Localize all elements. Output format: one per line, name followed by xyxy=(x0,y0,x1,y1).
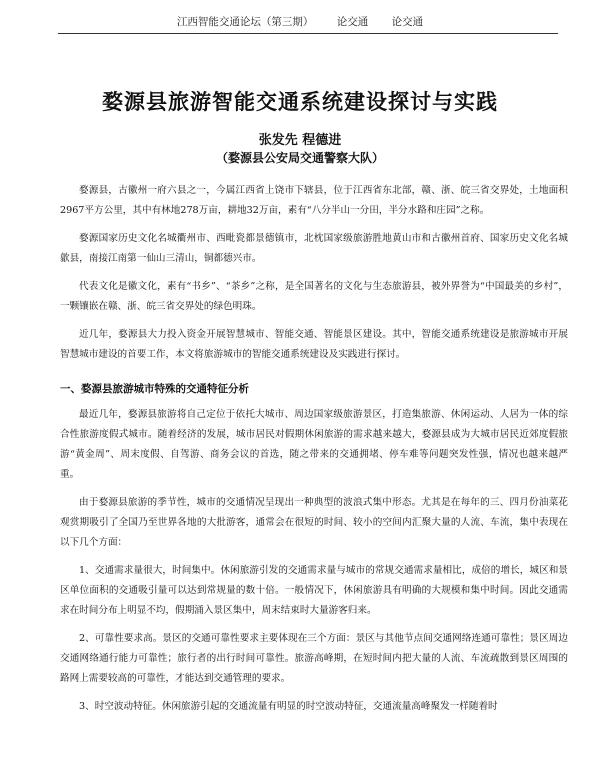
article-body xyxy=(60,181,568,725)
article-authors: 张发先 程德进 xyxy=(258,133,342,148)
header-journal: 江西智能交通论坛（第三期） xyxy=(176,16,314,28)
section-heading: 一、婺源县旅游城市特殊的交通特征分析 xyxy=(60,383,249,395)
paragraph: 代表文化是徽文化，素有“书乡”、“茶乡”之称，是全国著名的文化与生态旅游县，被外界誉为“中国最美的乡村”，一颗镶嵌在赣、浙、皖三省交界处的绿色明珠。 xyxy=(60,281,568,312)
paragraph: 由于婺源县旅游的季节性，城市的交通情况呈现出一种典型的波浪式集中形态。尤其是在每年的三、四月份油菜花观赏期吸引了全国乃至世界各地的大批游客，通常会在很短的时间、较小的空间内汇聚大量的人流、车流，集中表现在以下几个方面： xyxy=(60,497,568,548)
author-affiliation: （婺源县公安局交通警察大队） xyxy=(215,151,384,165)
paragraph: 3、时空波动特征。休闲旅游引起的交通流量有明显的时空波动特征，交通流量高峰聚发一样随着时 xyxy=(79,701,498,712)
header-section-2: 论交通 xyxy=(391,16,424,28)
header-divider xyxy=(58,33,558,34)
paragraph: 近几年，婺源县大力投入资金开展智慧城市、智能交通、智能景区建设。其中，智能交通系统建设是旅游城市开展智慧城市建设的首要工作，本文将旅游城市的智能交通系统建设及实践进行探讨。 xyxy=(60,329,568,360)
running-header xyxy=(0,14,600,29)
paragraph: 2、可靠性要求高。景区的交通可靠性要求主要体现在三个方面：景区与其他节点间交通网络连通可靠性；景区周边交通网络通行能力可靠性；旅行者的出行时间可靠性。旅游高峰期，在短时间内把大量的人流、车流疏散到景区周围的路网上需要较高的可靠性，才能达到交通管理的要求。 xyxy=(60,633,568,684)
article-title: 婺源县旅游智能交通系统建设探讨与实践 xyxy=(102,90,498,114)
paragraph: 婺源县，古徽州一府六县之一，今属江西省上饶市下辖县，位于江西省东北部，赣、浙、皖三省交界处，土地面积2967平方公里，其中有林地278万亩，耕地32万亩，素有“八分半山一分田，半分水路和庄园”之称。 xyxy=(60,185,568,216)
paragraph: 婺源国家历史文化名城衢州市、西毗瓷都景德镇市，北枕国家级旅游胜地黄山市和古徽州首府、国家历史文化名城歙县，南接江南第一仙山三清山，铜都德兴市。 xyxy=(60,233,568,264)
header-section: 论交通 xyxy=(336,16,369,28)
paragraph: 最近几年，婺源县旅游将自己定位于依托大城市、周边国家级旅游景区，打造集旅游、休闲运动、人居为一体的综合性旅游度假式城市。随着经济的发展，城市居民对假期休闲旅游的需求越来越大，婺源县成为大城市居民近郊度假旅游“黄金周”、周末度假、自驾游、商务会议的首选，随之带来的交通拥堵、停车难等问题突发性强，情况也越来越严重。 xyxy=(60,409,568,480)
paragraph: 1、交通需求量很大，时间集中。休闲旅游引发的交通需求量与城市的常规交通需求量相比，成倍的增长，城区和景区单位面积的交通吸引量可以达到常规量的数十倍。一般情况下，休闲旅游具有明确的大规模和集中时间。因此交通需求在时间分布上明显不均，假期涌入景区集中，周末结束时大量游客归来。 xyxy=(60,565,568,616)
